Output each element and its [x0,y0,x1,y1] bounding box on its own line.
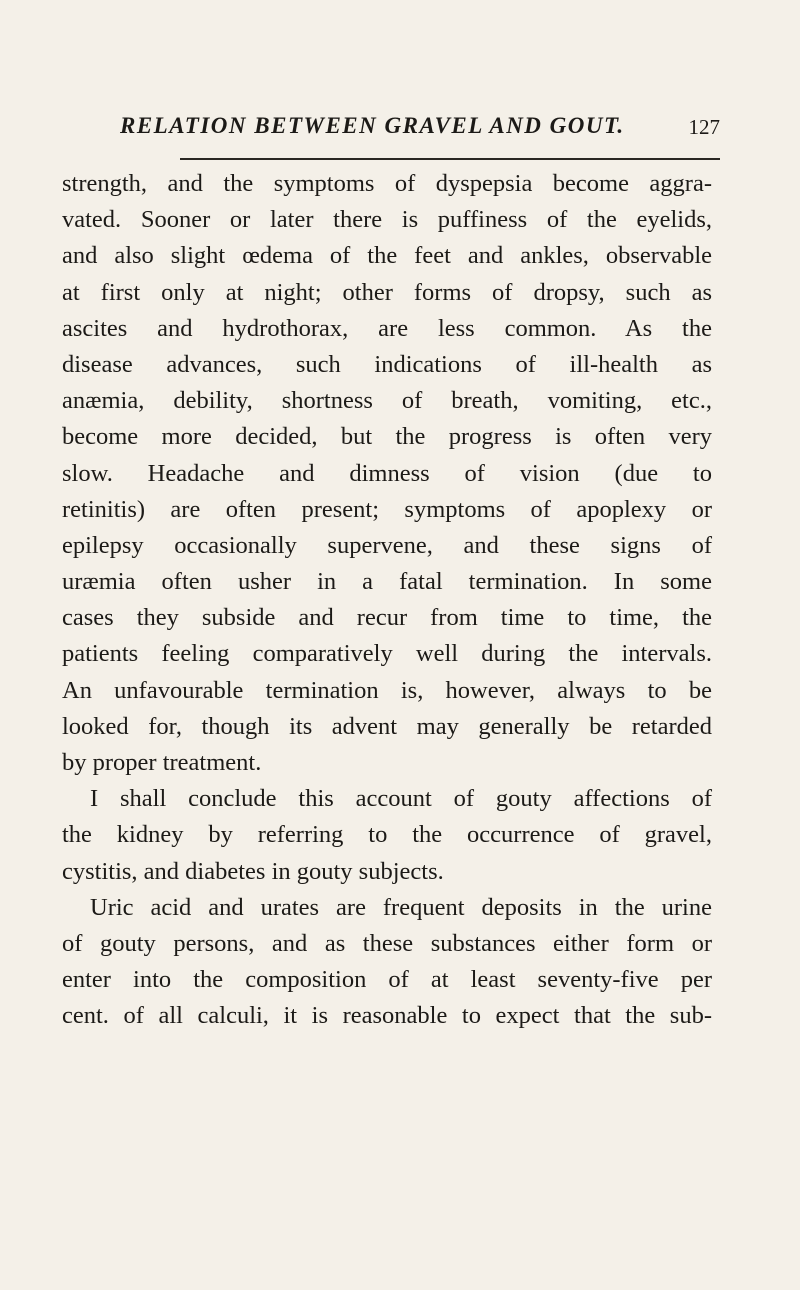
text-line: An unfavourable termination is, however, always to be [62,676,712,704]
text-line: looked for, though its advent may generally be retarded [62,712,712,740]
text-line: cystitis, and diabetes in gouty subjects. [62,857,444,885]
text-line: Uric acid and urates are frequent deposits in the urine [90,893,712,921]
text-line: retinitis) are often present; symptoms of apoplexy or [62,495,712,523]
text-line: cases they subside and recur from time to time, the [62,604,712,632]
text-line: enter into the composition of at least seventy-five per [62,966,712,994]
text-line: I shall conclude this account of gouty affections of [90,785,712,813]
text-line: become more decided, but the progress is often very [62,423,712,451]
text-line: ascites and hydrothorax, are less common. As the [62,314,712,342]
text-line: slow. Headache and dimness of vision (due to [62,459,712,487]
text-line: disease advances, such indications of ill-health as [62,350,712,378]
text-line: at first only at night; other forms of dropsy, such as [62,278,712,306]
text-line: uræmia often usher in a fatal termination. In some [62,568,712,596]
text-line: epilepsy occasionally supervene, and these signs of [62,531,712,559]
text-line: by proper treatment. [62,749,262,776]
text-line: vated. Sooner or later there is puffiness of the eyelids, [62,206,712,234]
text-line: anæmia, debility, shortness of breath, vomiting, etc., [62,387,712,415]
text-line: patients feeling comparatively well during the intervals. [62,640,712,668]
page-number: 127 [688,115,720,139]
text-line: cent. of all calculi, it is reasonable to expect that the sub- [62,1002,712,1030]
body-text [62,166,712,1035]
header-rule [180,158,720,160]
running-head [120,113,720,147]
text-line: and also slight œdema of the feet and ankles, observable [62,242,712,270]
text-line: of gouty persons, and as these substances either form or [62,929,712,957]
running-title: RELATION BETWEEN GRAVEL AND GOUT. [120,113,625,138]
text-line: strength, and the symptoms of dyspepsia become aggra- [62,170,712,197]
text-line: the kidney by referring to the occurrence of gravel, [62,821,712,849]
